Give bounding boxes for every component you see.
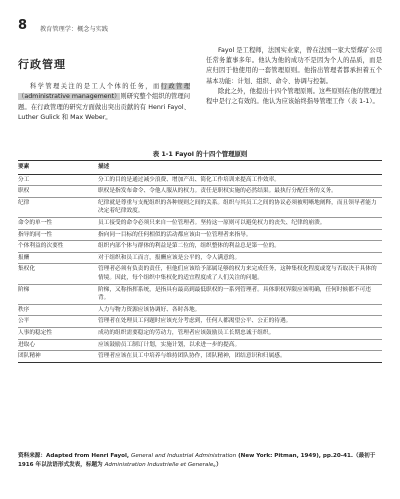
element-cell: 命令的单一性 xyxy=(18,217,98,229)
intro-paragraph xyxy=(18,82,190,123)
element-cell: 人事的稳定性 xyxy=(18,327,98,339)
table-row xyxy=(18,217,382,229)
description-cell: 指向同一目标的任何相似的活动都应该由一位管理者来指导。 xyxy=(98,229,382,241)
table-row xyxy=(18,229,382,241)
table-row xyxy=(18,284,382,304)
page-header xyxy=(18,18,382,36)
table-row xyxy=(18,241,382,253)
description-cell: 员工接受的命令必须只来自一位管理者。坚持这一原则可以避免权力的丧失、纪律的崩溃。 xyxy=(98,217,382,229)
table-row xyxy=(18,174,382,186)
running-title: 教育管理学：概念与实践 xyxy=(40,26,109,33)
principles-paragraph: 除此之外，他提出十四个管理原则。这些原则在他的管理过程中是行之有效的。他认为应该始终指导管理工作（表 1-1）。 xyxy=(206,87,382,106)
column-header-description: 描述 xyxy=(98,161,382,175)
description-cell: 组织内部个体与群体的利益是第二位的，组织整体的利益总是第一位的。 xyxy=(98,241,382,253)
element-cell: 进取心 xyxy=(18,339,98,351)
element-cell: 秩序 xyxy=(18,304,98,316)
source-note xyxy=(18,452,382,470)
description-cell: 管理者必须有负责的责任，但他们应该给予部属足够的权力来完成任务，这种集权化程度或宽与否取决于具体的情境。因此，每个组织中集权化的适宜程度成了人们关注的问题。 xyxy=(98,264,382,284)
element-cell: 阶梯 xyxy=(18,284,98,304)
para-text-1: 科学管理关注的是工人个体的任务，而 xyxy=(30,83,161,91)
table-row xyxy=(18,304,382,316)
table-row xyxy=(18,316,382,328)
section-heading: 行政管理 xyxy=(18,58,66,71)
description-cell: 纪律就是尊重与支配组织的各种规则之间的关系。组织与其员工之间的协议必须被明晰地阐释，而且领导者能力决定着纪律效度。 xyxy=(98,197,382,217)
table-row xyxy=(18,186,382,198)
page-number: 8 xyxy=(18,18,28,33)
element-cell: 纪律 xyxy=(18,197,98,217)
element-cell: 报酬 xyxy=(18,252,98,264)
element-cell: 分工 xyxy=(18,174,98,186)
element-cell: 指导的同一性 xyxy=(18,229,98,241)
element-cell: 公平 xyxy=(18,316,98,328)
table-row xyxy=(18,339,382,351)
left-column xyxy=(18,60,190,123)
description-cell: 职权是指发布命令、令他人服从的权力。责任是职权实施的必然结果。最执行分配任务的义务。 xyxy=(98,186,382,198)
description-cell: 阶梯，又称指挥系统，是指具有最高到最低职权的一系列管理者。具体职权界限应该明确，任何时候都不可违背。 xyxy=(98,284,382,304)
source-text-before: Adapted from Henri Fayol, xyxy=(45,453,131,459)
source-closing: 。） xyxy=(213,462,222,468)
fayol-paragraph: Fayol 是工程师，法国实业家，曾在法国一家大型煤矿公司任常务董事多年。他认为他的成功不是因为个人的品质，而是应归因于他使用的一套管理原则。他指出管理者都承担着五个基本功能：计划、组织、命令、协调与控制。 xyxy=(206,47,382,85)
principles-table xyxy=(18,160,382,363)
source-book-title: General and Industrial Administration xyxy=(130,453,237,459)
element-cell: 集权化 xyxy=(18,264,98,284)
table-row xyxy=(18,197,382,217)
highlighted-term: 行政管理（administrative management） xyxy=(18,83,191,101)
description-cell: 管理者应该在员工中培养与维持团队协作，团队精神，团结意识和归属感。 xyxy=(98,351,382,363)
description-cell: 人力与物力资源应该协调好、各时各地。 xyxy=(98,304,382,316)
element-cell: 个体利益的次要性 xyxy=(18,241,98,253)
para-text-2: 则研究整个组织的管理问题。在行政管理的研究方面做出突出贡献的有 Henri Fayol、Luther Gulick 和 Max Weber。 xyxy=(18,93,190,121)
description-cell: 成功的组织需要稳定的劳动力，管理者应该鼓励员工长期忠诚于组织。 xyxy=(98,327,382,339)
table-caption: 表 1-1 Fayol 的十四个管理原则 xyxy=(152,150,248,158)
table-row xyxy=(18,327,382,339)
element-cell: 职权 xyxy=(18,186,98,198)
column-header-element: 要素 xyxy=(18,161,98,175)
source-label: 资料来源： xyxy=(18,453,46,459)
table-row xyxy=(18,264,382,284)
right-column xyxy=(206,46,382,107)
description-cell: 管理者在处理员工问题时应该充分考虑到，任何人都渴望公平、公正的待遇。 xyxy=(98,316,382,328)
table-header-row xyxy=(18,161,382,175)
source-text-after: (New York: Pitman, 1949), pp.20-41.（最初于 1916 年以法语形式发表，标题为 xyxy=(18,453,376,468)
description-cell: 对于组织和员工而言，报酬应该是公平的，令人满意的。 xyxy=(98,252,382,264)
source-original-title: Administration Industrielle et Generale xyxy=(104,462,214,468)
description-cell: 分工的目的是通过减少浪费、增加产出、简化工作培训来提高工作效率。 xyxy=(98,174,382,186)
element-cell: 团队精神 xyxy=(18,351,98,363)
description-cell: 应该鼓励员工制订计划，实施计划，以求进一步的提高。 xyxy=(98,339,382,351)
table-row xyxy=(18,252,382,264)
table-row xyxy=(18,351,382,363)
